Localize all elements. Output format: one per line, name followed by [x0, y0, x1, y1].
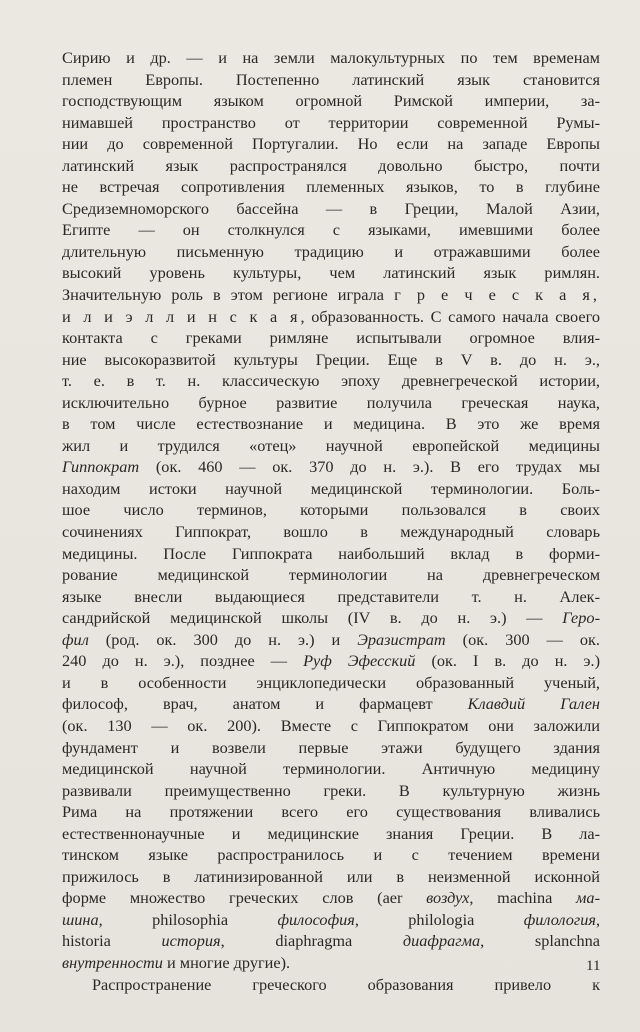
text-line: нимавшей пространство от территории современной Румы-	[62, 112, 600, 132]
italic-name: фил	[62, 629, 89, 649]
text-segment: (ок. 300 — ок.	[445, 629, 600, 649]
text-line	[62, 306, 600, 328]
text-line: шое число терминов, которыми пользовался в своих	[62, 500, 600, 520]
italic-word: внутренности	[62, 952, 163, 972]
text-segment: , machina	[469, 888, 577, 908]
text-line: латинский язык распространялся довольно быстро, почти	[62, 155, 600, 175]
italic-name: Геро-	[562, 608, 600, 628]
italic-word: диафрагма	[402, 931, 481, 951]
text-line	[62, 930, 600, 952]
text-segment: , philosophia	[98, 909, 278, 929]
text-line	[62, 909, 600, 931]
text-segment: , образованность. С самого начала своего	[300, 306, 600, 326]
text-line: находим истоки научной медицинской терминологии. Боль-	[62, 478, 600, 498]
italic-word: филология	[523, 909, 596, 929]
italic-name: Руф Эфесский	[303, 651, 416, 671]
text-line: Средиземноморского бассейна — в Греции, Малой Азии,	[62, 198, 600, 218]
text-segment: и многие другие).	[162, 952, 291, 972]
text-line: и в особенности энциклопедически образованный ученый,	[62, 672, 600, 692]
text-line: фундамент и возвели первые этажи будущего здания	[62, 737, 600, 757]
text-line: высокий уровень культуры, чем латинский язык римлян.	[62, 263, 600, 283]
text-line: Рима на протяжении всего его существования вливались	[62, 802, 600, 822]
italic-name: Гиппократ	[62, 457, 140, 477]
text-line: господствующим языком огромной Римской империи, за-	[62, 91, 600, 111]
text-line	[62, 629, 600, 651]
text-line: в том числе естествознание и медицина. В это же время	[62, 414, 600, 434]
italic-name: Клавдий Гален	[467, 694, 600, 714]
body-text	[62, 47, 600, 995]
italic-word: ма-	[576, 888, 600, 908]
text-line	[62, 650, 600, 672]
text-line	[62, 607, 600, 629]
text-segment: ,	[595, 909, 600, 929]
text-line	[62, 693, 600, 715]
text-segment: (род. ок. 300 до н. э.) и	[88, 629, 358, 649]
text-line: прижилось в латинизированной или в неизменной исконной	[62, 866, 600, 886]
text-line: сочинениях Гиппократ, вошло в международный словарь	[62, 522, 600, 542]
text-segment: философ, врач, анатом и фармацевт	[62, 694, 468, 714]
text-segment: , diaphragma	[220, 931, 403, 951]
text-line	[62, 952, 600, 974]
text-line: тинском языке распространилось и с течением времени	[62, 845, 600, 865]
text-segment: сандрийской медицинской школы (IV в. до н. э.) —	[62, 608, 563, 628]
text-segment: historia	[62, 931, 162, 951]
text-line: (ок. 130 — ок. 200). Вместе с Гиппократом они заложили	[62, 715, 600, 735]
text-segment: (ок. 460 — ок. 370 до н. э.). В его трудах мы	[139, 457, 600, 477]
text-line	[62, 284, 600, 306]
text-line: Распространение греческого образования привело к	[92, 974, 600, 994]
text-line: контакта с греками римляне испытывали огромное влия-	[62, 328, 600, 348]
text-line: языке внесли выдающиеся представители т. н. Алек-	[62, 586, 600, 606]
spaced-word: г р е ч е с к а я,	[394, 285, 600, 305]
text-line: не встречая сопротивления племенных языков, то в глубине	[62, 177, 600, 197]
text-segment: Значительную роль в этом регионе играла	[62, 285, 395, 305]
text-line: естественнонаучные и медицинские знания Греции. В ла-	[62, 823, 600, 843]
text-line: нии до современной Португалии. Но если на западе Европы	[62, 134, 600, 154]
text-segment: , philologia	[354, 909, 524, 929]
italic-name: Эразистрат	[357, 629, 446, 649]
text-segment: 240 до н. э.), позднее —	[62, 651, 304, 671]
page-number: 11	[586, 958, 601, 974]
text-line: длительную письменную традицию и отражавшими более	[62, 241, 600, 261]
italic-word: шина	[62, 909, 99, 929]
text-line: ние высокоразвитой культуры Греции. Еще в V в. до н. э.,	[62, 349, 600, 369]
text-line: медицинской научной терминологии. Античную медицину	[62, 759, 600, 779]
text-line: исключительно бурное развитие получила греческая наука,	[62, 392, 600, 412]
spaced-word: и л и э л л и н с к а я	[62, 306, 301, 326]
italic-word: философия	[277, 909, 355, 929]
text-line	[62, 456, 600, 478]
text-line: Египте — он столкнулся с языками, имевшими более	[62, 220, 600, 240]
text-line: т. е. в т. н. классическую эпоху древнегреческой истории,	[62, 371, 600, 391]
text-line: медицины. После Гиппократа наибольший вклад в форми-	[62, 543, 600, 563]
italic-word: воздух	[426, 888, 470, 908]
text-line	[62, 887, 600, 909]
text-segment: (ок. I в. до н. э.)	[415, 651, 600, 671]
text-line: рование медицинской терминологии на древнегреческом	[62, 565, 600, 585]
text-line: развивали преимущественно греки. В культурную жизнь	[62, 780, 600, 800]
text-line: жил и трудился «отец» научной европейской медицины	[62, 435, 600, 455]
italic-word: история	[161, 931, 221, 951]
text-segment: , splanchna	[480, 931, 600, 951]
text-line: Сирию и др. — и на земли малокультурных по тем временам	[62, 48, 600, 67]
text-segment: форме множество греческих слов (aer	[62, 888, 427, 908]
text-line: племен Европы. Постепенно латинский язык становится	[62, 69, 600, 89]
